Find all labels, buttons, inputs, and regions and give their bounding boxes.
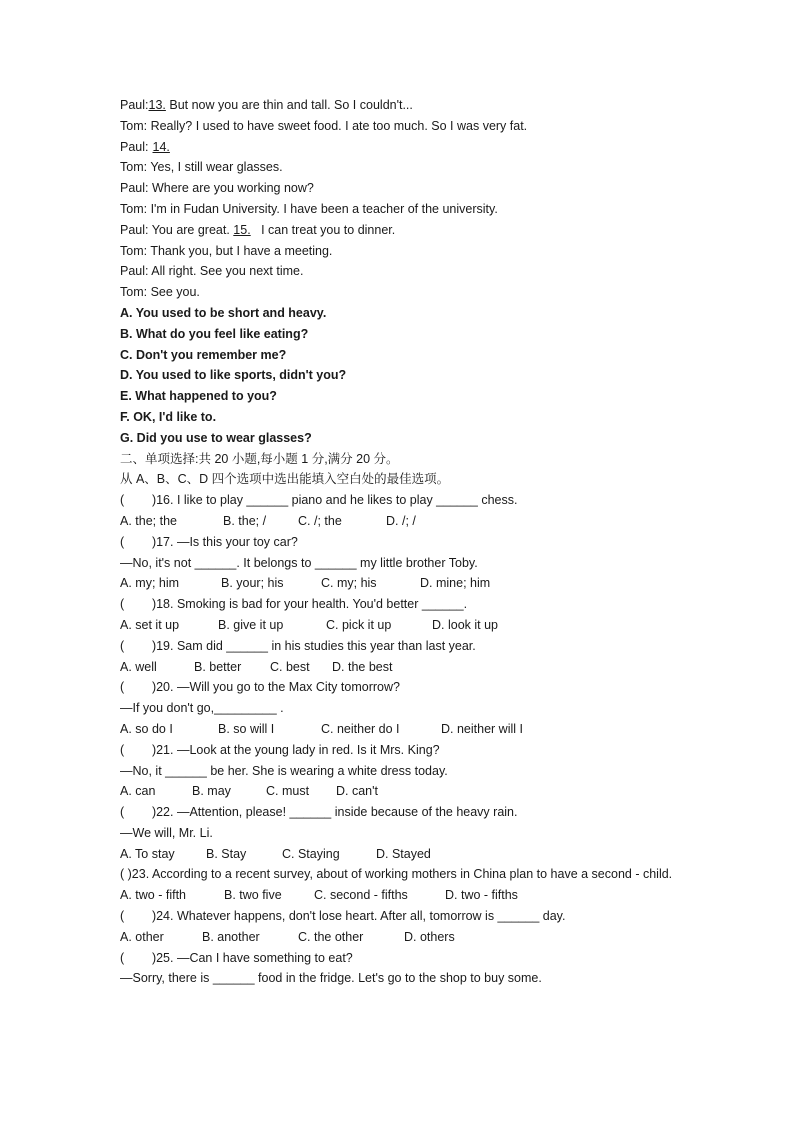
dialogue-line [120, 282, 680, 303]
question-19 [120, 636, 680, 678]
question-stem: ( )23. According to a recent survey, about of working mothers in China plan to have a second - child. [120, 867, 673, 882]
option-c[interactable]: C. neither do I [321, 721, 400, 736]
dialogue-text: I'm in Fudan University. I have been a teacher of the university. [147, 201, 498, 216]
question-response: —Sorry, there is ______ food in the fridge. Let's go to the shop to buy some. [120, 971, 542, 986]
option-c[interactable]: C. the other [298, 929, 364, 944]
question-stem: ( )24. Whatever happens, don't lose heart. After all, tomorrow is ______ day. [120, 909, 566, 924]
question-stem: ( )25. —Can I have something to eat? [120, 950, 353, 965]
question-stem: ( )22. —Attention, please! ______ inside because of the heavy rain. [120, 805, 518, 820]
option-c[interactable]: C. Staying [282, 846, 340, 861]
option-row [120, 844, 680, 865]
dialogue-line-paul-14 [120, 137, 680, 158]
dialogue-line [120, 261, 680, 282]
dialogue-line [120, 157, 680, 178]
option-a[interactable]: A. so do I [120, 721, 173, 736]
dialogue-line [120, 116, 680, 137]
section-heading: 二、单项选择:共 20 小题,每小题 1 分,满分 20 分。 [120, 451, 399, 466]
question-response: —We will, Mr. Li. [120, 825, 213, 840]
speaker: Paul: [120, 98, 149, 112]
option-row [120, 927, 680, 948]
choice-g: G. Did you use to wear glasses? [120, 430, 312, 445]
speaker: Tom: [120, 243, 148, 258]
option-b[interactable]: B. Stay [206, 846, 247, 861]
speaker: Paul: [120, 222, 149, 237]
option-d[interactable]: D. mine; him [420, 576, 491, 591]
option-d[interactable]: D. others [404, 929, 455, 944]
option-a[interactable]: A. the; the [120, 513, 177, 528]
option-c[interactable]: C. pick it up [326, 617, 392, 632]
section-instruction: 从 A、B、C、D 四个选项中选出能填入空白处的最佳选项。 [120, 472, 450, 487]
choice-d: D. You used to like sports, didn't you? [120, 368, 347, 383]
page-content [120, 95, 680, 989]
speaker: Paul: [120, 264, 149, 279]
option-d[interactable]: D. Stayed [376, 846, 431, 861]
dialogue-text: Thank you, but I have a meeting. [147, 243, 333, 258]
question-response: —No, it ______ be her. She is wearing a white dress today. [120, 763, 448, 778]
option-b[interactable]: B. may [192, 784, 231, 799]
dialogue-text: See you. [147, 285, 200, 300]
choice-f: F. OK, I'd like to. [120, 409, 217, 424]
speaker: Tom: [120, 285, 148, 300]
speaker: Paul: [120, 139, 149, 154]
option-d[interactable]: D. the best [332, 659, 393, 674]
option-b[interactable]: B. your; his [221, 576, 284, 591]
option-b[interactable]: B. two five [224, 888, 282, 903]
option-row [120, 573, 680, 594]
option-a[interactable]: A. well [120, 659, 157, 674]
question-21 [120, 740, 680, 802]
option-b[interactable]: B. the; / [223, 513, 267, 528]
option-a[interactable]: A. two - fifth [120, 888, 186, 903]
question-18 [120, 594, 680, 636]
dialogue-line [120, 178, 680, 199]
question-20 [120, 677, 680, 739]
question-16 [120, 490, 680, 532]
option-row [120, 657, 680, 678]
option-c[interactable]: C. best [270, 659, 310, 674]
option-d[interactable]: D. neither will I [441, 721, 523, 736]
choice-c: C. Don't you remember me? [120, 347, 287, 362]
option-d[interactable]: D. two - fifths [445, 888, 518, 903]
option-d[interactable]: D. look it up [432, 617, 499, 632]
dialogue-text: Yes, I still wear glasses. [147, 160, 283, 175]
option-row [120, 781, 680, 802]
option-b[interactable]: B. so will I [218, 721, 275, 736]
choice-a: A. You used to be short and heavy. [120, 305, 327, 320]
question-25 [120, 948, 680, 990]
question-24 [120, 906, 680, 948]
question-list [120, 490, 680, 989]
question-stem: ( )20. —Will you go to the Max City tomorrow? [120, 680, 400, 695]
dialogue-text: Really? I used to have sweet food. I ate too much. So I was very fat. [147, 118, 528, 133]
dialogue-text: But now you are thin and tall. So I couldn't... [165, 98, 413, 112]
speaker: Tom: [120, 201, 148, 216]
question-stem: ( )19. Sam did ______ in his studies this year than last year. [120, 638, 476, 653]
dialogue-line-paul-15 [120, 220, 680, 241]
question-stem: ( )21. —Look at the young lady in red. Is it Mrs. King? [120, 742, 440, 757]
question-stem: ( )17. —Is this your toy car? [120, 534, 298, 549]
dialogue-text: All right. See you next time. [148, 264, 304, 279]
choice-e: E. What happened to you? [120, 389, 277, 404]
question-22 [120, 802, 680, 864]
dialogue-text: You are great. [148, 222, 234, 237]
question-17 [120, 532, 680, 594]
question-response: —No, it's not ______. It belongs to ______ my little brother Toby. [120, 555, 478, 570]
option-a[interactable]: A. can [120, 784, 156, 799]
option-c[interactable]: C. /; the [298, 513, 342, 528]
option-row [120, 719, 680, 740]
question-23 [120, 864, 680, 906]
dialogue-line [120, 241, 680, 262]
option-row [120, 885, 680, 906]
option-row [120, 511, 680, 532]
option-d[interactable]: D. /; / [386, 513, 416, 528]
option-d[interactable]: D. can't [336, 784, 378, 799]
option-a[interactable]: A. other [120, 929, 164, 944]
dialogue-line-paul-13 [120, 95, 680, 116]
option-a[interactable]: A. To stay [120, 846, 175, 861]
question-stem: ( )18. Smoking is bad for your health. You'd better ______. [120, 597, 468, 612]
blank-15: 15. [233, 222, 251, 237]
option-c[interactable]: C. must [266, 784, 310, 799]
dialogue-text: Where are you working now? [148, 181, 314, 196]
question-stem: ( )16. I like to play ______ piano and he likes to play ______ chess. [120, 493, 518, 508]
option-b[interactable]: B. another [202, 929, 260, 944]
choice-b: B. What do you feel like eating? [120, 326, 309, 341]
speaker: Tom: [120, 160, 148, 175]
blank-13: 13. [148, 98, 166, 112]
speaker: Paul: [120, 181, 149, 196]
option-c[interactable]: C. second - fifths [314, 888, 408, 903]
option-c[interactable]: C. my; his [321, 576, 377, 591]
blank-14: 14. [152, 139, 170, 154]
option-a[interactable]: A. my; him [120, 576, 180, 591]
speaker: Tom: [120, 118, 148, 133]
option-a[interactable]: A. set it up [120, 617, 180, 632]
option-row [120, 615, 680, 636]
question-response: —If you don't go,_________ . [120, 701, 284, 716]
dialogue-text-2: I can treat you to dinner. [250, 222, 396, 237]
option-b[interactable]: B. give it up [218, 617, 284, 632]
dialogue-line [120, 199, 680, 220]
option-b[interactable]: B. better [194, 659, 242, 674]
